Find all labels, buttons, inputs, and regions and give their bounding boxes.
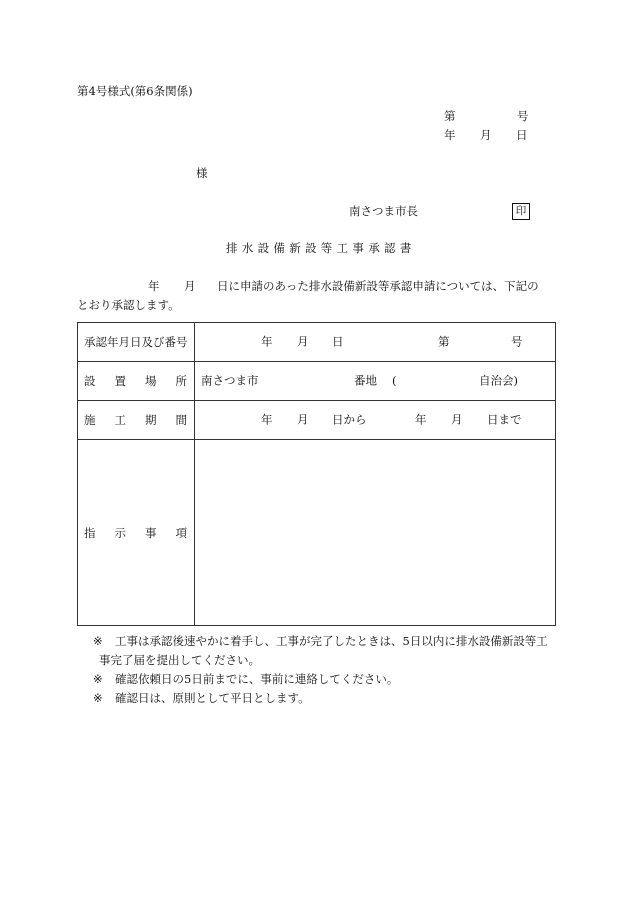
- approval-no-suffix: 号: [511, 334, 523, 349]
- period-end-year: 年: [415, 412, 427, 427]
- label-char: 項: [175, 525, 187, 540]
- note-text-1: 工事は承認後速やかに着手し、工事が完了したときは、5日以内に排水設備新設等工: [115, 634, 548, 648]
- label-construction-period: [78, 401, 195, 440]
- approval-month-label: 月: [297, 334, 309, 349]
- table-row-approval: [78, 323, 556, 362]
- value-approval-date-number[interactable]: [195, 323, 556, 362]
- body-month-label: 月: [184, 279, 196, 293]
- value-instructions[interactable]: [195, 440, 556, 626]
- note-mark: ※: [93, 691, 103, 705]
- label-approval-text: 承認年月日及び番号: [84, 335, 188, 349]
- body-year-label: 年: [148, 279, 160, 293]
- label-char: 示: [114, 525, 126, 540]
- period-start-year: 年: [261, 412, 273, 427]
- note-text-1-continued: 事完了届を提出してください。: [99, 653, 260, 667]
- period-end-month: 月: [451, 412, 463, 427]
- note-mark: ※: [93, 634, 103, 648]
- doc-number-prefix: 第: [444, 109, 456, 123]
- body-text-line2: とおり承認します。: [77, 298, 180, 312]
- label-location: [78, 362, 195, 401]
- date-day-label: 日: [516, 128, 528, 142]
- label-char: 置: [114, 374, 126, 388]
- label-char: 施: [84, 413, 96, 427]
- location-banchi: 番地: [354, 373, 377, 388]
- period-start-month: 月: [297, 412, 309, 427]
- label-char: 事: [145, 525, 157, 540]
- note-text-2: 確認依頼日の5日前までに、事前に連絡してください。: [115, 672, 399, 686]
- value-construction-period[interactable]: [195, 401, 556, 440]
- date-year-label: 年: [444, 128, 456, 142]
- document-title: 排水設備新設等工事承認書: [226, 241, 416, 255]
- period-end-until: 日まで: [487, 412, 522, 427]
- table-row-period: [78, 401, 556, 440]
- approval-no-prefix: 第: [438, 334, 450, 349]
- addressee-suffix: 様: [196, 166, 208, 180]
- period-start-from: 日から: [332, 412, 367, 427]
- seal-stamp: 印: [512, 203, 530, 220]
- note-mark: ※: [93, 672, 103, 686]
- approval-table: [77, 322, 556, 626]
- location-jichikai: 自治会): [479, 373, 518, 388]
- label-char: 指: [84, 525, 96, 540]
- table-row-location: [78, 362, 556, 401]
- location-paren-open: (: [392, 373, 397, 388]
- label-instructions: [78, 440, 195, 626]
- approval-day-label: 日: [332, 334, 344, 349]
- label-char: 場: [145, 374, 157, 388]
- date-month-label: 月: [480, 128, 492, 142]
- location-city: 南さつま市: [201, 373, 259, 388]
- label-char: 設: [84, 374, 96, 388]
- body-text-line1: 日に申請のあった排水設備新設等承認申請については、下記の: [217, 279, 539, 293]
- label-char: 期: [145, 413, 157, 427]
- label-char: 間: [175, 413, 187, 427]
- issuer-name: 南さつま市長: [349, 204, 418, 218]
- approval-year-label: 年: [261, 334, 273, 349]
- label-char: 所: [175, 374, 187, 388]
- label-char: 工: [114, 413, 126, 427]
- table-row-instructions: [78, 440, 556, 626]
- doc-number-suffix: 号: [517, 109, 529, 123]
- note-text-3: 確認日は、原則として平日とします。: [115, 691, 310, 705]
- value-location[interactable]: [195, 362, 556, 401]
- label-approval-date-number: [78, 323, 195, 362]
- form-number: 第4号様式(第6条関係): [77, 84, 193, 98]
